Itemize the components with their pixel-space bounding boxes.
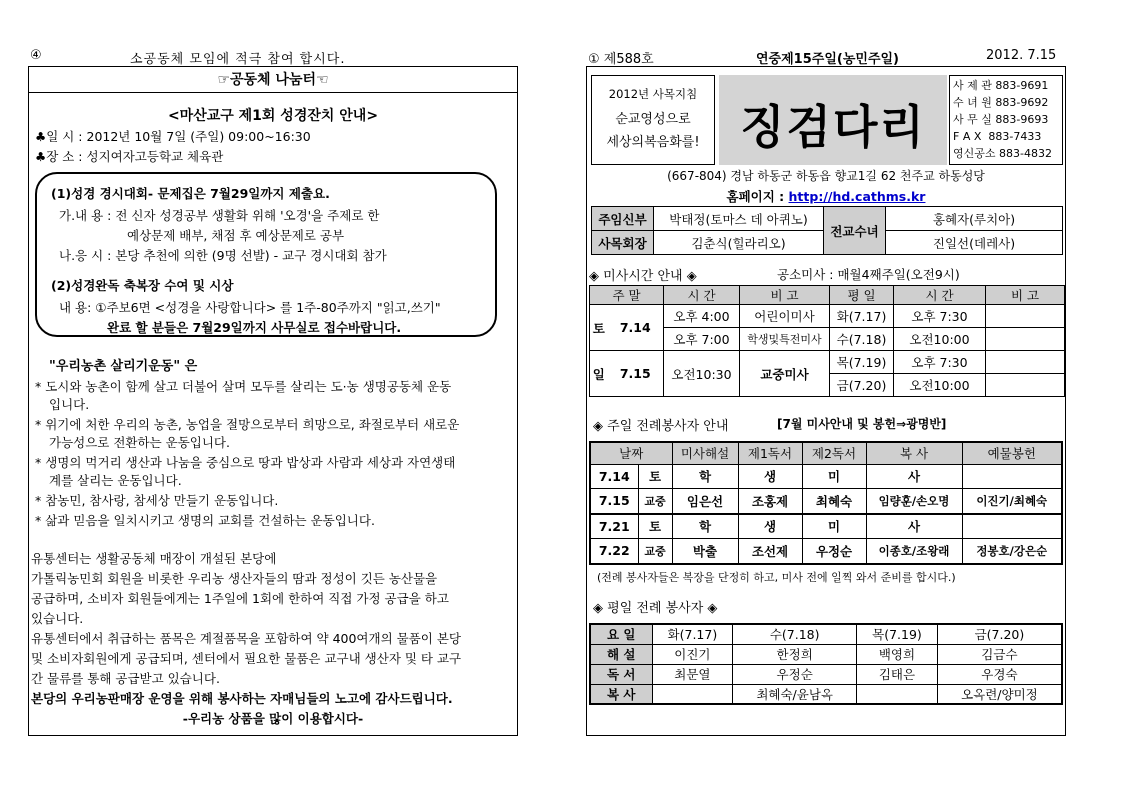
left-page-header: [30, 48, 520, 66]
cell: 우정순: [802, 538, 866, 564]
table-row: [590, 464, 1062, 488]
staff-table: [591, 206, 1063, 255]
sun-day: 일: [590, 351, 608, 397]
sun-date: 7.15: [608, 351, 664, 397]
motto-line-1: 순교영성으로: [615, 112, 691, 127]
cell: 우정순: [733, 664, 857, 684]
cell: 이종호/조왕래: [866, 538, 962, 564]
council-name: 김춘식(힐라리오): [654, 231, 824, 255]
weekday-note: [986, 328, 1065, 351]
contact-list: [949, 75, 1063, 165]
cell-date: 7.15: [590, 488, 638, 514]
cell-day: 교중: [638, 488, 672, 514]
col-header: 평 일: [830, 286, 894, 305]
cell: 백영희: [857, 644, 938, 664]
mass-times-table: [589, 285, 1065, 397]
movement-item: * 생명의 먹거리 생산과 나눔을 중심으로 땅과 밥상과 사람과 세상과 자연생태: [35, 455, 456, 470]
cell: 한정희: [733, 644, 857, 664]
weekday-note: [986, 374, 1065, 397]
cell: 최혜숙: [802, 488, 866, 514]
movement-item-cont: 가능성으로 전환하는 운동입니다.: [49, 435, 230, 450]
cell: 사: [866, 464, 962, 488]
table-row: [590, 684, 1062, 704]
homepage-link[interactable]: http://hd.cathms.kr: [788, 189, 926, 204]
col-header: 화(7.17): [652, 624, 733, 644]
issue-date: 2012. 7.15: [986, 48, 1057, 63]
movement-item: * 도시와 농촌이 함께 살고 더불어 살며 모두를 살리는 도·농 생명공동체 운동: [35, 379, 452, 394]
cell: 임량훈/손오명: [866, 488, 962, 514]
contest-content-1: 가.내 용 : 전 신자 성경공부 생활화 위해 '오경'을 주제로 한: [59, 208, 380, 223]
contest-content-2: 예상문제 배부, 채점 후 예상문제로 공부: [127, 228, 345, 243]
movement-item: * 참농민, 참사랑, 참세상 만들기 운동입니다.: [35, 493, 279, 508]
movement-item: * 위기에 처한 우리의 농촌, 농업을 절망으로부터 희망으로, 좌절로부터 새로운: [35, 417, 460, 432]
community-sharing-box: [28, 66, 518, 736]
mass-time: 오전10:30: [664, 351, 740, 397]
weekday: 수(7.18): [830, 328, 894, 351]
cell: 사: [866, 514, 962, 538]
cell: 미: [802, 464, 866, 488]
col-header: 시 간: [664, 286, 740, 305]
bulletin-front: [586, 66, 1066, 736]
table-row: [590, 488, 1062, 514]
cell-date: 7.22: [590, 538, 638, 564]
cell: 박출: [672, 538, 738, 564]
sunday-servers-table: [589, 441, 1063, 565]
contact-row: 영신공소 883-4832: [953, 147, 1052, 160]
cell: 이진기: [652, 644, 733, 664]
table-row: [590, 664, 1062, 684]
row-label: 요 일: [590, 624, 652, 644]
cell: 최혜숙/윤남옥: [733, 684, 857, 704]
movement-item-cont: 입니다.: [49, 397, 90, 412]
mass-note: 교중미사: [740, 351, 830, 397]
cell: 우경숙: [937, 664, 1062, 684]
thanks-line: 본당의 우리농판매장 운영을 위해 봉사하는 자매님들의 노고에 감사드립니다.: [31, 691, 453, 706]
cell: 최문열: [652, 664, 733, 684]
center-para-line: 있습니다.: [31, 611, 84, 626]
cell: 미: [802, 514, 866, 538]
weekday-time: 오전10:00: [894, 328, 986, 351]
table-row: [590, 538, 1062, 564]
homepage-line: [587, 187, 1065, 205]
closing-line: -우리농 상품을 많이 이용합시다-: [182, 711, 364, 726]
cell: 이진기/최혜숙: [962, 488, 1062, 514]
cell: 조선제: [738, 538, 802, 564]
sister-name-2: 진일선(데레사): [886, 231, 1063, 255]
mission-sister-label: 전교수녀: [824, 207, 886, 255]
cell-day: 토: [638, 464, 672, 488]
movement-item: * 삶과 믿음을 일치시키고 생명의 교회를 건설하는 운동입니다.: [35, 513, 375, 528]
weekday-servers-table: [589, 623, 1063, 705]
col-header: 목(7.19): [857, 624, 938, 644]
pastor-label: 주임신부: [592, 207, 654, 231]
center-para-line: 유통센터에서 취급하는 품목은 계절품목을 포함하여 약 400여개의 물품이 본당: [31, 631, 461, 646]
col-header: 제1독서: [738, 442, 802, 464]
sunday-servers-title: ◈ 주일 전례봉사자 안내: [593, 419, 729, 434]
sunday-servers-note: [7월 미사안내 및 봉헌⇒광명반]: [777, 417, 947, 431]
bulletin-logo: [719, 75, 947, 165]
movement-title: "우리농촌 살리기운동" 은: [49, 359, 198, 374]
contest-info-box: [35, 172, 497, 337]
cell-date: 7.14: [590, 464, 638, 488]
col-header: 제2독서: [802, 442, 866, 464]
council-label: 사목회장: [592, 231, 654, 255]
sister-name-1: 홍혜자(루치아): [886, 207, 1063, 231]
table-row: [590, 514, 1062, 538]
cell: 생: [738, 464, 802, 488]
cell: [652, 684, 733, 704]
cell: 학: [672, 514, 738, 538]
col-header: 수(7.18): [733, 624, 857, 644]
cell: 정봉호/강은순: [962, 538, 1062, 564]
col-header: 비 고: [986, 286, 1065, 305]
mass-time: 오후 4:00: [664, 305, 740, 328]
cell: 학: [672, 464, 738, 488]
award-content-2: 완료 할 분들은 7월29일까지 사무실로 접수바랍니다.: [107, 320, 402, 335]
pastoral-motto-box: [591, 75, 715, 165]
gongso-mass-info: 공소미사 : 매월4째주일(오전9시): [777, 267, 960, 282]
weekday-note: [986, 305, 1065, 328]
cell-date: 7.21: [590, 514, 638, 538]
sat-date: 7.14: [608, 305, 664, 351]
sat-day: 토: [590, 305, 608, 351]
col-header: 복 사: [866, 442, 962, 464]
award-heading: (2)성경완독 축복장 수여 및 시상: [51, 278, 234, 293]
event-place: ♣장 소 : 성지여자고등학교 체육관: [35, 149, 224, 164]
mass-note: 학생및특전미사: [740, 328, 830, 351]
servers-footnote: (전례 봉사자들은 복장을 단정히 하고, 미사 전에 일찍 와서 준비를 합시다.): [597, 571, 956, 584]
cell: 김태은: [857, 664, 938, 684]
col-header: 주 말: [590, 286, 664, 305]
row-label: 독 서: [590, 664, 652, 684]
motto-line-2: 세상의복음화를!: [606, 135, 700, 150]
contest-heading: (1)성경 경시대회- 문제집은 7월29일까지 제출요.: [51, 186, 330, 201]
contact-row: F A X 883-7433: [953, 130, 1042, 143]
pastor-name: 박태정(토마스 데 아퀴노): [654, 207, 824, 231]
weekday-time: 오후 7:30: [894, 351, 986, 374]
slogan: 소공동체 모임에 적극 참여 합시다.: [130, 52, 346, 67]
col-header: 금(7.20): [937, 624, 1062, 644]
church-address: (667-804) 경남 하동군 하동읍 향교1길 62 천주교 하동성당: [667, 169, 985, 183]
weekday-time: 오후 7:30: [894, 305, 986, 328]
contact-row: 수 녀 원 883-9692: [953, 96, 1049, 109]
center-para-line: 가톨릭농민회 회원을 비롯한 우리농 생산자들의 땀과 정성이 깃든 농산물을: [31, 571, 438, 586]
logo-text: 징검다리: [740, 100, 926, 154]
cell: 김금수: [937, 644, 1062, 664]
center-para-line: 간 물류를 통해 공급받고 있습니다.: [31, 671, 220, 686]
contest-apply: 나.응 시 : 본당 추천에 의한 (9명 선발) - 교구 경시대회 참가: [59, 248, 387, 263]
cell: [962, 514, 1062, 538]
event-title: <마산교구 제1회 성경잔치 안내>: [167, 108, 379, 124]
cell: 생: [738, 514, 802, 538]
mass-time: 오후 7:00: [664, 328, 740, 351]
weekday: 화(7.17): [830, 305, 894, 328]
center-para-line: 공급하며, 소비자 회원들에게는 1주일에 1회에 한하여 직접 가정 공급을 하고: [31, 591, 449, 606]
col-header: 예물봉헌: [962, 442, 1062, 464]
col-header: 시 간: [894, 286, 986, 305]
movement-item-cont: 계를 살리는 운동입니다.: [49, 473, 182, 488]
row-label: 복 사: [590, 684, 652, 704]
center-para-line: 유통센터는 생활공동체 매장이 개설된 본당에: [31, 551, 277, 566]
homepage-label: 홈페이지 :: [726, 189, 785, 204]
cell-day: 토: [638, 514, 672, 538]
col-header: 미사해설: [672, 442, 738, 464]
weekday: 목(7.19): [830, 351, 894, 374]
right-page-header: [586, 48, 1066, 66]
mass-note: 어린이미사: [740, 305, 830, 328]
event-date: ♣일 시 : 2012년 10월 7일 (주일) 09:00~16:30: [35, 129, 311, 144]
cell: 임은선: [672, 488, 738, 514]
award-content-1: 내 용: ①주보6면 <성경을 사랑합니다> 를 1주-80주까지 "읽고,쓰기": [59, 300, 441, 315]
row-label: 해 설: [590, 644, 652, 664]
cell: 오옥련/양미정: [937, 684, 1062, 704]
weekday-servers-title: ◈ 평일 전례 봉사자 ◈: [593, 601, 718, 616]
sunday-title: 연중제15주일(농민주일): [756, 52, 899, 67]
box-title: ☞공동체 나눔터☜: [29, 67, 517, 93]
contact-row: 사 무 실 883-9693: [953, 113, 1049, 126]
cell: [962, 464, 1062, 488]
issue-number: ① 제588호: [588, 52, 654, 67]
weekday-time: 오전10:00: [894, 374, 986, 397]
table-row: [590, 644, 1062, 664]
col-header: 날짜: [590, 442, 672, 464]
weekday: 금(7.20): [830, 374, 894, 397]
col-header: 비 고: [740, 286, 830, 305]
cell-day: 교중: [638, 538, 672, 564]
weekday-note: [986, 351, 1065, 374]
center-para-line: 및 소비자회원에게 공급되며, 센터에서 필요한 물품은 교구내 생산자 및 타 교구: [31, 651, 462, 666]
mass-times-title: ◈ 미사시간 안내 ◈: [589, 269, 697, 284]
cell: [857, 684, 938, 704]
cell: 조홍제: [738, 488, 802, 514]
contact-row: 사 제 관 883-9691: [953, 79, 1049, 92]
motto-year: 2012년 사목지침: [608, 87, 698, 101]
page-number: ④: [30, 48, 42, 63]
